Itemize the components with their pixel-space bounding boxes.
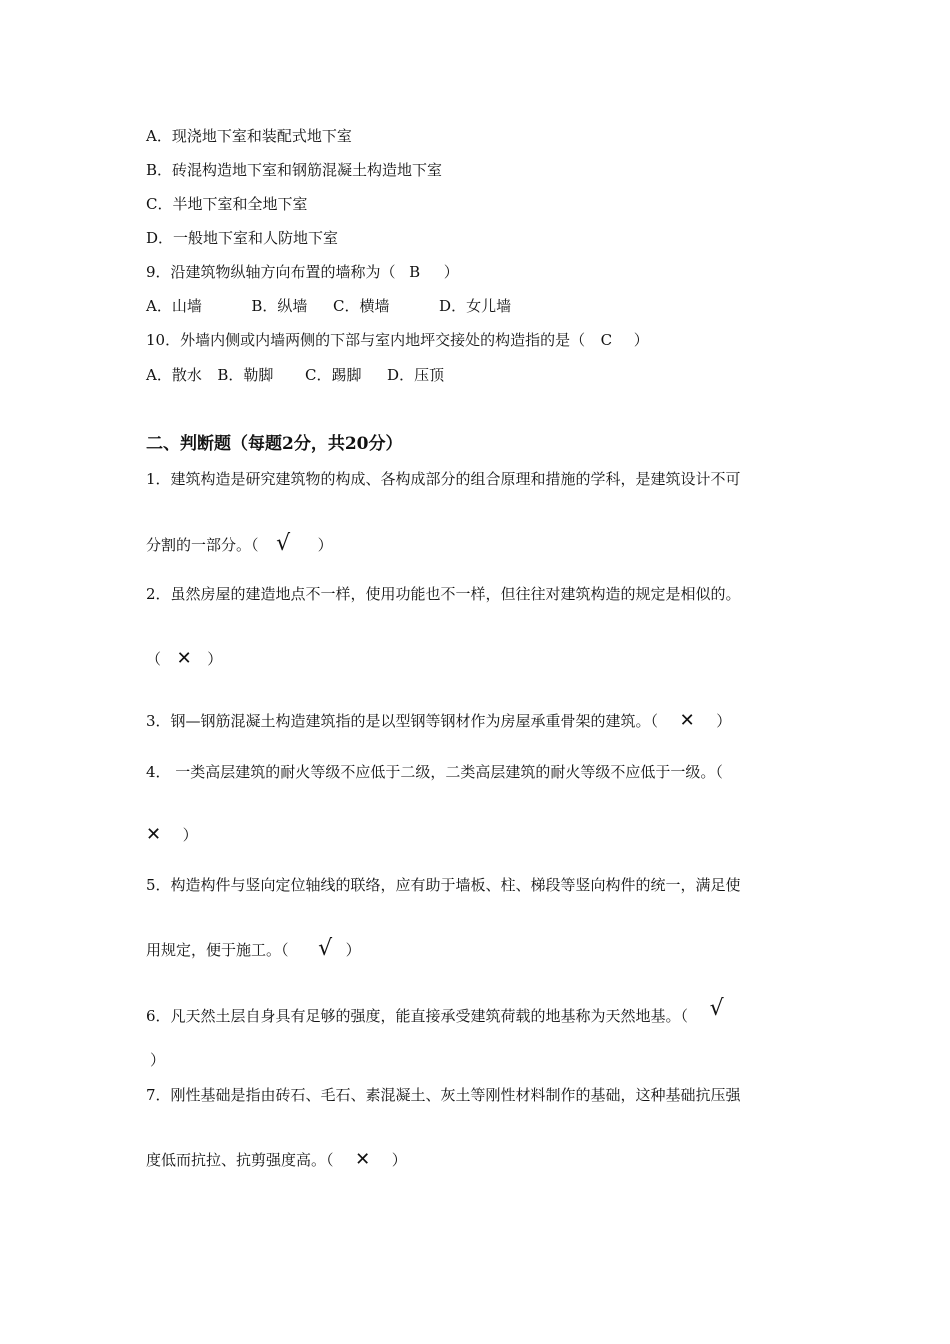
judgment-1-line-2 — [146, 531, 333, 556]
judgment-6-line-1 — [146, 996, 724, 1026]
judgment-7-close: ） — [391, 1151, 407, 1169]
q8-option-a: A．现浇地下室和装配式地下室 — [146, 127, 352, 145]
check-mark-icon: √ — [318, 936, 333, 961]
q9-option-b: B．纵墙 — [251, 297, 308, 315]
q9-stem-line — [146, 262, 459, 282]
judgment-2-line-1: 2．虽然房屋的建造地点不一样，使用功能也不一样，但往往对建筑构造的规定是相似的。 — [146, 585, 741, 603]
cross-mark-icon: ✕ — [176, 648, 192, 669]
judgment-2-open: （ — [146, 650, 162, 668]
judgment-6-text: 6．凡天然土层自身具有足够的强度，能直接承受建筑荷载的地基称为天然地基。（ — [146, 1007, 689, 1025]
section-heading: 二、判断题（每题2分，共20分） — [146, 434, 403, 454]
judgment-5-line-1: 5．构造构件与竖向定位轴线的联络，应有助于墙板、柱、梯段等竖向构件的统一，满足使 — [146, 876, 741, 894]
q9-answer: B — [409, 263, 421, 281]
judgment-3-close: ） — [716, 712, 732, 730]
judgment-1-text: 分割的一部分。（ — [146, 536, 259, 554]
judgment-3-text: 3．钢—钢筋混凝土构造建筑指的是以型钢等钢材作为房屋承重骨架的建筑。（ — [146, 712, 659, 730]
judgment-5-line-2 — [146, 936, 361, 961]
q10-stem-line — [146, 330, 649, 350]
judgment-4-line-2 — [146, 825, 198, 845]
q10-option-a: A．散水 — [146, 366, 202, 384]
q9-stem: 9．沿建筑物纵轴方向布置的墙称为（ — [146, 263, 396, 281]
q9-options — [146, 296, 511, 316]
q9-option-c: C．横墙 — [333, 297, 390, 315]
check-mark-icon: √ — [709, 996, 724, 1021]
judgment-4-line-1: 4． 一类高层建筑的耐火等级不应低于二级，二类高层建筑的耐火等级不应低于一级。（ — [146, 763, 723, 781]
q8-option-c: C．半地下室和全地下室 — [146, 195, 308, 213]
judgment-1-close: ） — [317, 536, 333, 554]
q10-options — [146, 365, 444, 385]
judgment-3-line-1 — [146, 711, 731, 731]
q10-option-d: D．压顶 — [387, 366, 445, 384]
q10-close: ） — [633, 331, 649, 349]
cross-mark-icon: ✕ — [355, 1149, 371, 1170]
judgment-2-close: ） — [207, 650, 223, 668]
q9-option-a: A．山墙 — [146, 297, 202, 315]
q10-stem: 10．外墙内侧或内墙两侧的下部与室内地坪交接处的构造指的是（ — [146, 331, 586, 349]
q10-answer: C — [600, 331, 613, 349]
q10-option-c: C．踢脚 — [305, 366, 362, 384]
q9-option-d: D．女儿墙 — [439, 297, 512, 315]
judgment-6-close: ） — [150, 1051, 166, 1069]
q8-option-b: B．砖混构造地下室和钢筋混凝土构造地下室 — [146, 161, 443, 179]
judgment-5-close: ） — [345, 941, 361, 959]
judgment-7-line-2 — [146, 1150, 407, 1170]
judgment-1-line-1: 1．建筑构造是研究建筑物的构成、各构成部分的组合原理和措施的学科，是建筑设计不可 — [146, 470, 741, 488]
judgment-4-close: ） — [182, 826, 198, 844]
check-mark-icon: √ — [276, 531, 291, 556]
cross-mark-icon: ✕ — [146, 824, 162, 845]
judgment-7-line-1: 7．刚性基础是指由砖石、毛石、素混凝土、灰土等刚性材料制作的基础，这种基础抗压强 — [146, 1086, 741, 1104]
q8-option-d: D．一般地下室和人防地下室 — [146, 229, 339, 247]
judgment-5-text: 用规定，便于施工。（ — [146, 941, 289, 959]
q10-option-b: B．勒脚 — [217, 366, 274, 384]
judgment-7-text: 度低而抗拉、抗剪强度高。（ — [146, 1151, 334, 1169]
cross-mark-icon: ✕ — [679, 710, 695, 731]
q9-close: ） — [443, 263, 459, 281]
judgment-2-line-2 — [146, 649, 222, 669]
